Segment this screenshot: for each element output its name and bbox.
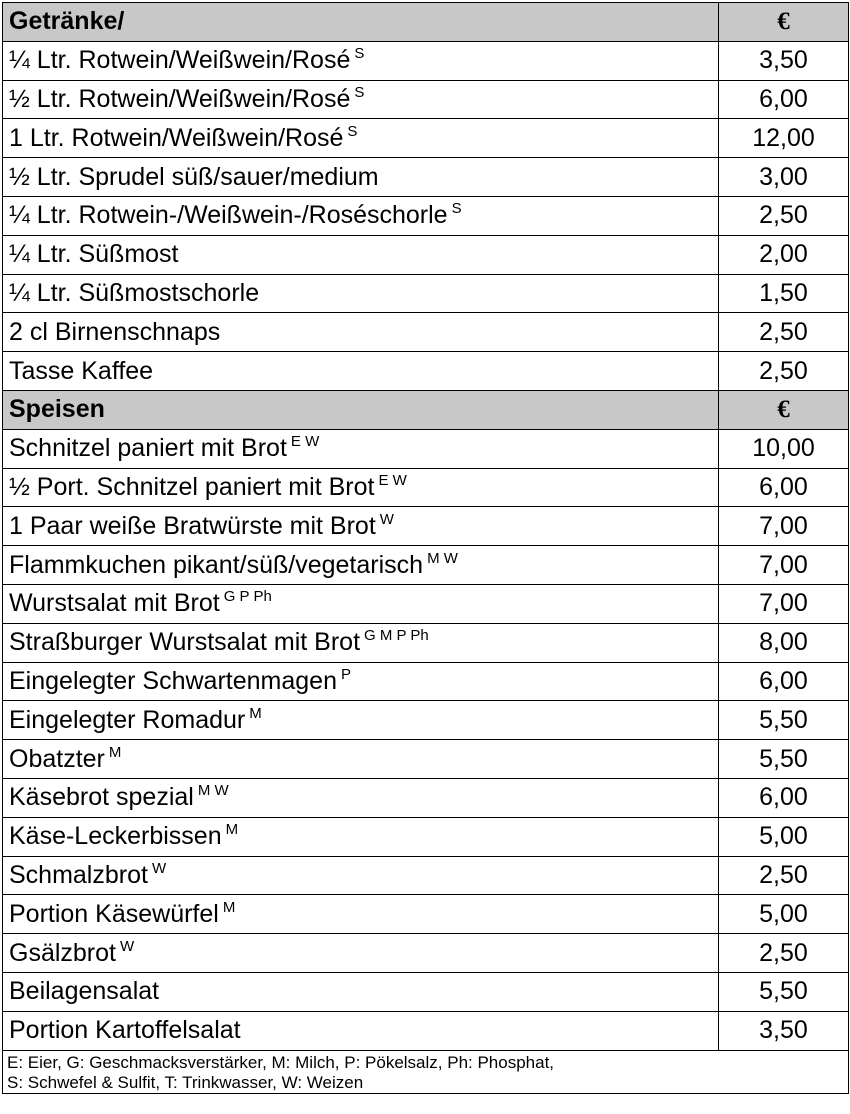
item-price: 1,50 [719,274,849,313]
item-price: 6,00 [719,468,849,507]
item-price: 3,00 [719,158,849,197]
price-list [2,2,848,1094]
allergen-codes: M [225,821,239,839]
item-name-cell [3,701,719,740]
item-price: 2,50 [719,196,849,235]
item-name: ½ Ltr. Sprudel süß/sauer/medium [9,162,379,191]
item-name: Käse-Leckerbissen [9,822,222,851]
allergen-codes: M [249,704,262,722]
item-name: Beilagensalat [9,977,160,1006]
allergen-codes: M W [427,549,458,567]
price-table [2,2,849,1094]
menu-item-row [3,662,849,701]
item-price: 10,00 [719,429,849,468]
item-name: 1 Paar weiße Bratwürste mit Brot [9,511,376,540]
item-name-cell [3,740,719,779]
item-name: ¼ Ltr. Rotwein/Weißwein/Rosé [9,46,351,75]
item-name: Straßburger Wurstsalat mit Brot [9,628,361,657]
item-name: Wurstsalat mit Brot [9,589,220,618]
item-name-cell [3,429,719,468]
menu-item-row [3,507,849,546]
allergen-codes: M [108,743,122,761]
section-title: Speisen [3,390,719,429]
allergen-codes: W [119,937,135,955]
item-name-cell [3,196,719,235]
item-price: 5,50 [719,701,849,740]
item-price: 2,50 [719,856,849,895]
legend-line-1: E: Eier, G: Geschmacksverstärker, M: Milch, P: Pökelsalz, Ph: Phosphat, [7,1052,555,1072]
item-name: ½ Port. Schnitzel paniert mit Brot [9,472,375,501]
item-name-cell [3,623,719,662]
currency-header: € [719,390,849,429]
legend-row [3,1050,849,1094]
allergen-codes: S [354,83,365,101]
item-name: Schmalzbrot [9,860,148,889]
item-name-cell [3,584,719,623]
menu-item-row [3,80,849,119]
allergen-codes: E W [378,471,407,489]
item-name-cell [3,468,719,507]
price-table-body [3,3,849,1051]
menu-item-row [3,468,849,507]
item-price: 5,50 [719,740,849,779]
item-name: Portion Kartoffelsalat [9,1016,241,1045]
item-price: 3,50 [719,1011,849,1050]
menu-item-row [3,546,849,585]
menu-item-row [3,740,849,779]
item-name-cell [3,235,719,274]
item-price: 12,00 [719,119,849,158]
item-name-cell [3,80,719,119]
menu-item-row [3,313,849,352]
item-price: 7,00 [719,584,849,623]
item-price: 7,00 [719,507,849,546]
menu-item-row [3,274,849,313]
item-name: ¼ Ltr. Süßmost [9,240,179,269]
menu-item-row [3,895,849,934]
menu-item-row [3,934,849,973]
allergen-codes: W [151,859,167,877]
item-price: 2,50 [719,352,849,391]
item-price: 2,00 [719,235,849,274]
item-name: ¼ Ltr. Rotwein-/Weißwein-/Roséschorle [9,201,448,230]
section-header [3,3,849,42]
item-price: 5,00 [719,895,849,934]
item-name: ½ Ltr. Rotwein/Weißwein/Rosé [9,84,351,113]
section-header [3,390,849,429]
currency-header: € [719,3,849,42]
menu-item-row [3,817,849,856]
item-name-cell [3,817,719,856]
item-name: Käsebrot spezial [9,783,194,812]
menu-item-row [3,429,849,468]
item-name-cell [3,1011,719,1050]
item-name-cell [3,158,719,197]
menu-item-row [3,584,849,623]
menu-item-row [3,856,849,895]
menu-item-row [3,623,849,662]
allergen-codes: G P Ph [223,588,272,606]
item-name: ¼ Ltr. Süßmostschorle [9,278,260,307]
item-price: 8,00 [719,623,849,662]
allergen-codes: M W [197,782,229,800]
allergen-codes: S [451,200,462,218]
item-price: 6,00 [719,778,849,817]
menu-item-row [3,41,849,80]
allergen-codes: W [379,510,394,528]
item-name: Obatzter [9,744,105,773]
menu-item-row [3,119,849,158]
item-name-cell [3,934,719,973]
item-name-cell [3,972,719,1011]
item-price: 5,00 [719,817,849,856]
menu-item-row [3,196,849,235]
item-price: 2,50 [719,313,849,352]
item-price: 2,50 [719,934,849,973]
item-price: 7,00 [719,546,849,585]
allergen-codes: P [340,665,351,683]
item-name: Eingelegter Schwartenmagen [9,666,337,695]
item-name: Flammkuchen pikant/süß/vegetarisch [9,550,424,579]
item-name-cell [3,352,719,391]
item-price: 5,50 [719,972,849,1011]
item-price: 3,50 [719,41,849,80]
item-name: 1 Ltr. Rotwein/Weißwein/Rosé [9,123,344,152]
item-name: 2 cl Birnenschnaps [9,317,221,346]
allergen-codes: S [354,45,365,63]
allergen-codes: G M P Ph [364,627,429,645]
item-price: 6,00 [719,662,849,701]
item-name-cell [3,274,719,313]
item-price: 6,00 [719,80,849,119]
item-name-cell [3,856,719,895]
allergen-legend [3,1050,849,1094]
item-name-cell [3,662,719,701]
menu-item-row [3,1011,849,1050]
allergen-codes: E W [290,433,320,451]
menu-item-row [3,778,849,817]
item-name-cell [3,313,719,352]
item-name: Tasse Kaffee [9,356,154,385]
menu-item-row [3,701,849,740]
menu-item-row [3,158,849,197]
menu-item-row [3,352,849,391]
allergen-codes: M [222,898,236,916]
item-name-cell [3,507,719,546]
item-name: Gsälzbrot [9,938,116,967]
item-name-cell [3,119,719,158]
item-name: Eingelegter Romadur [9,705,246,734]
item-name: Schnitzel paniert mit Brot [9,434,287,463]
menu-item-row [3,235,849,274]
item-name-cell [3,778,719,817]
section-title: Getränke/ [3,3,719,42]
allergen-codes: S [347,122,358,140]
item-name: Portion Käsewürfel [9,899,219,928]
item-name-cell [3,41,719,80]
menu-item-row [3,972,849,1011]
item-name-cell [3,546,719,585]
item-name-cell [3,895,719,934]
legend-line-2: S: Schwefel & Sulfit, T: Trinkwasser, W: Weizen [7,1072,364,1092]
